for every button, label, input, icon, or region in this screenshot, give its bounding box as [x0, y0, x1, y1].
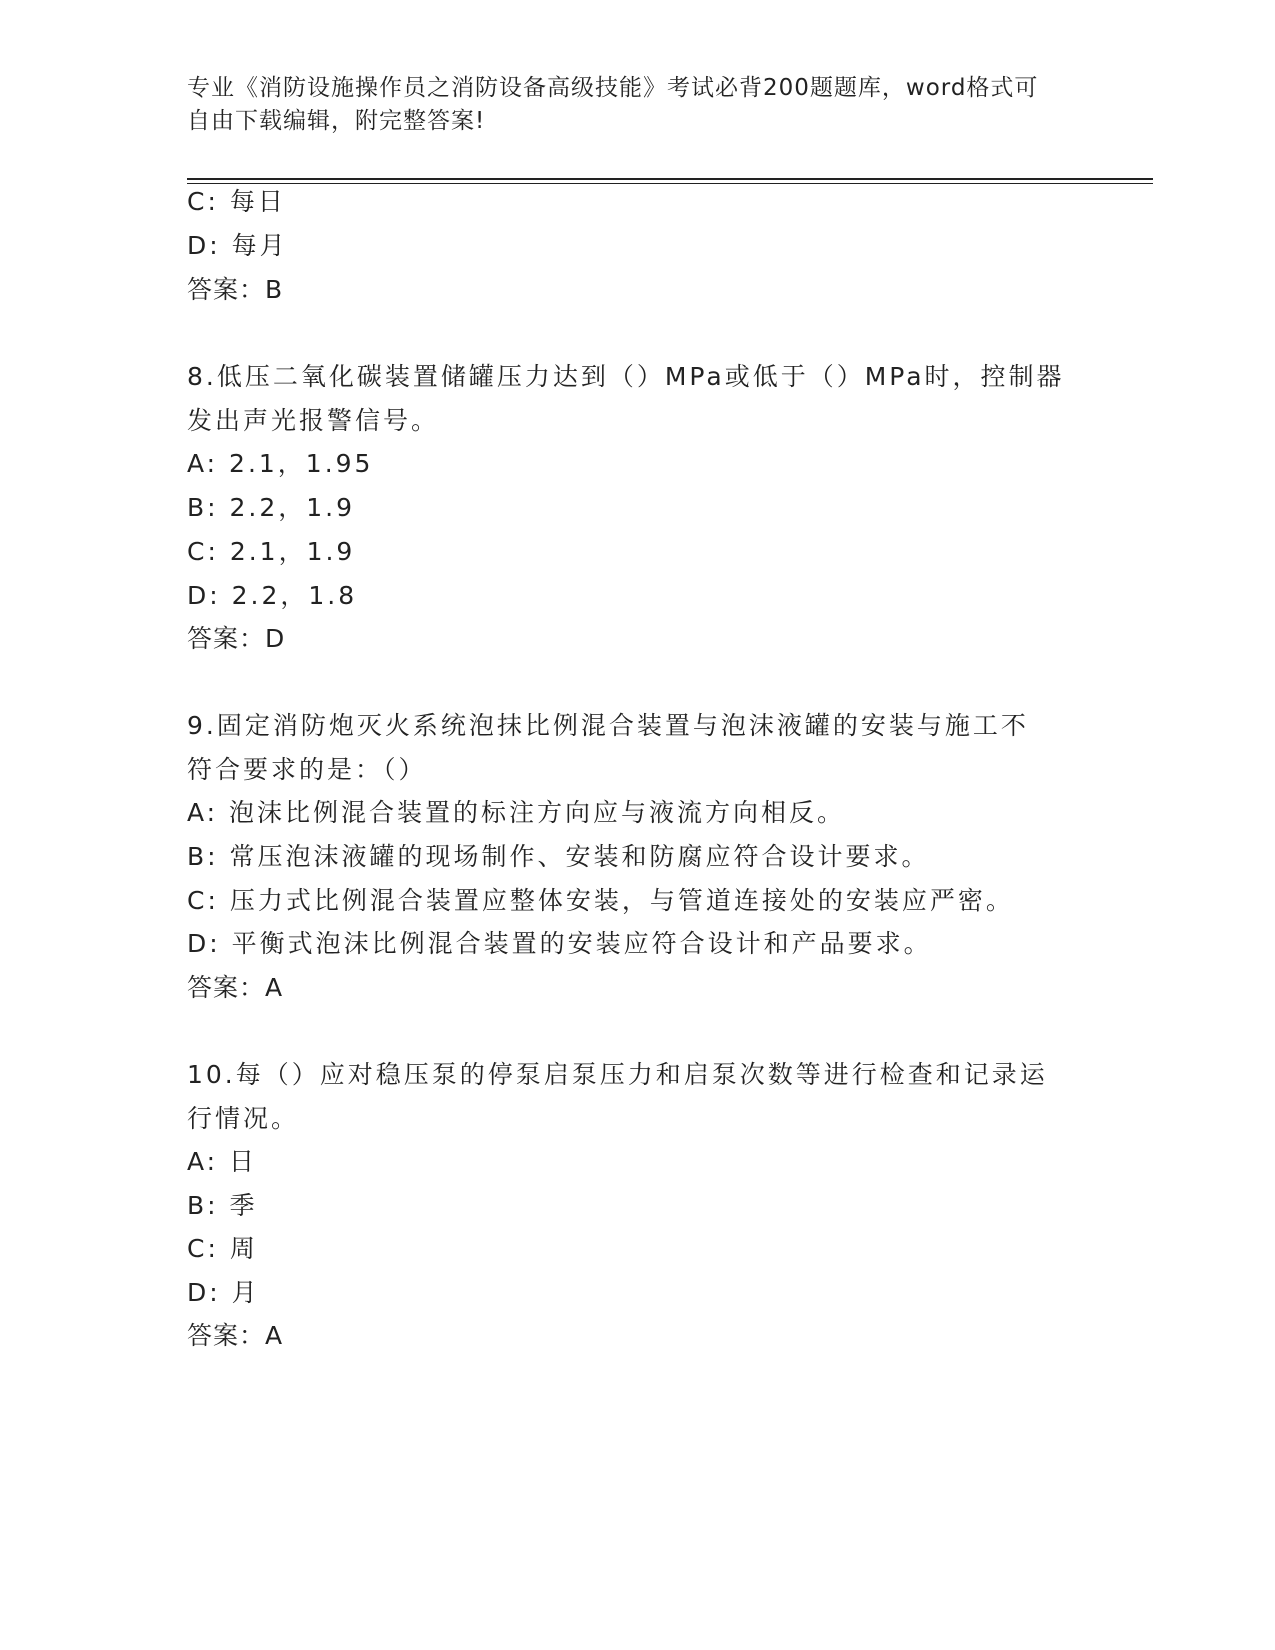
question-10-option-c: C: 周	[187, 1234, 258, 1263]
question-8-stem-line-2: 发出声光报警信号。	[187, 406, 440, 435]
question-9-stem-line-2: 符合要求的是：（）	[187, 755, 427, 784]
question-8-option-a: A: 2.1，1.95	[187, 449, 374, 478]
question-9-stem-line-1: 9.固定消防炮灭火系统泡抹比例混合装置与泡沫液罐的安装与施工不	[187, 711, 1029, 740]
question-9-answer: 答案：A	[187, 973, 284, 1002]
question-9-option-a: A: 泡沫比例混合装置的标注方向应与液流方向相反。	[187, 798, 846, 827]
question-10-option-d: D: 月	[187, 1278, 260, 1307]
question-10-option-b: B: 季	[187, 1191, 258, 1220]
header-line-1: 专业《消防设施操作员之消防设备高级技能》考试必背200题题库，word格式可	[187, 75, 1039, 101]
question-10-stem-line-1: 10.每（）应对稳压泵的停泵启泵压力和启泵次数等进行检查和记录运	[187, 1060, 1048, 1089]
question-8-answer: 答案：D	[187, 624, 286, 653]
prev-option-c: C: 每日	[187, 187, 286, 216]
header-line-2: 自由下载编辑，附完整答案!	[187, 108, 486, 134]
question-8-option-c: C: 2.1，1.9	[187, 537, 356, 566]
prev-option-d: D: 每月	[187, 231, 288, 260]
question-8-stem-line-1: 8.低压二氧化碳装置储罐压力达到（）MPa或低于（）MPa时，控制器	[187, 362, 1065, 391]
header-divider-thick	[187, 178, 1153, 180]
question-8-option-b: B: 2.2，1.9	[187, 493, 356, 522]
question-10-stem-line-2: 行情况。	[187, 1104, 300, 1133]
question-8-option-d: D: 2.2，1.8	[187, 581, 358, 610]
question-9-option-d: D: 平衡式泡沫比例混合装置的安装应符合设计和产品要求。	[187, 929, 932, 958]
question-9-option-c: C: 压力式比例混合装置应整体安装，与管道连接处的安装应严密。	[187, 886, 1014, 915]
prev-answer: 答案：B	[187, 275, 284, 304]
question-10-option-a: A: 日	[187, 1147, 258, 1176]
header-divider-thin	[187, 183, 1153, 184]
question-10-answer: 答案：A	[187, 1321, 284, 1350]
document-header	[187, 72, 1067, 138]
question-9-option-b: B: 常压泡沫液罐的现场制作、安装和防腐应符合设计要求。	[187, 842, 930, 871]
